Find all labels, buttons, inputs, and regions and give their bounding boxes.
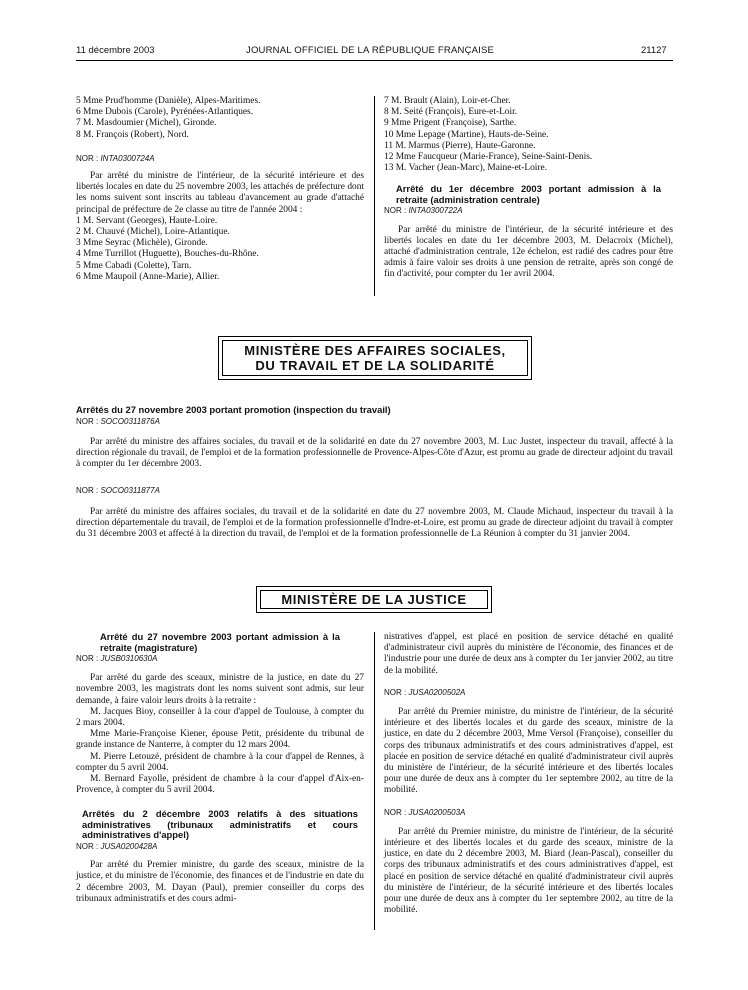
list-item: 1 M. Servant (Georges), Haute-Loire. bbox=[76, 215, 218, 226]
top-left-column bbox=[76, 96, 364, 283]
ministry-heading-box bbox=[256, 586, 492, 613]
nor-reference: NOR : JUSA0200502A bbox=[384, 687, 466, 697]
nor-reference: NOR : INTA0300724A bbox=[76, 153, 155, 163]
justice-left-column bbox=[76, 632, 364, 905]
column-divider-bottom bbox=[374, 632, 375, 930]
travail-section bbox=[76, 405, 673, 540]
list-item: 5 Mme Cabadi (Colette), Tarn. bbox=[76, 260, 192, 271]
list-item: Mme Marie-Françoise Kiener, épouse Petit, présidente du tribunal de grande instance de Nanterre, à compter du 12 mars 2004. bbox=[76, 729, 364, 751]
nor-reference: NOR : SOCO0311876A bbox=[76, 416, 160, 426]
column-divider-top bbox=[374, 96, 375, 296]
list-item: 2 M. Chauvé (Michel), Loire-Atlantique. bbox=[76, 227, 230, 238]
list-item: 7 M. Masdoumier (Michel), Gironde. bbox=[76, 118, 217, 129]
journal-title: JOURNAL OFFICIEL DE LA RÉPUBLIQUE FRANÇAISE bbox=[246, 45, 495, 56]
decree-paragraph: Par arrêté du Premier ministre, du ministre de l'intérieur, de la sécurité intérieure et des libertés locales et du garde des sceaux, ministre de la justice, en date du 2 décembre 2003, Mme Versol (Françoise), conseiller du corps des tribunaux administratifs et des cours administratives d'appel, est placée en position de service détaché en qualité d'administrateur civil auprès du ministère de l'intérieur, de la sécurité intérieure et des libertés locales pour une durée de deux ans à compter du 1er septembre 2002, au titre de la mobilité. bbox=[384, 707, 673, 796]
list-item: 4 Mme Turrillot (Huguette), Bouches-du-Rhône. bbox=[76, 249, 259, 260]
nor-reference: NOR : JUSA0200428A bbox=[76, 841, 158, 851]
nor-reference: NOR : JUSA0200503A bbox=[384, 807, 466, 817]
ministry-name-line1: MINISTÈRE DES AFFAIRES SOCIALES, bbox=[244, 343, 506, 358]
decree-title: Arrêtés du 27 novembre 2003 portant promotion (inspection du travail) bbox=[76, 404, 391, 415]
list-item: 6 Mme Dubois (Carole), Pyrénées-Atlantiques. bbox=[76, 107, 254, 118]
list-item: 5 Mme Prud'homme (Danièle), Alpes-Maritimes. bbox=[76, 96, 261, 106]
list-item: M. Bernard Fayolle, président de chambre à la cour d'appel d'Aix-en-Provence, à compter du 5 avril 2004. bbox=[76, 774, 364, 796]
list-item: 3 Mme Seyrac (Michèle), Gironde. bbox=[76, 238, 208, 249]
ministry-heading-box bbox=[218, 336, 532, 380]
decree-paragraph: Par arrêté du ministre de l'intérieur, de la sécurité intérieure et des libertés locales en date du 1er décembre 2003, M. Delacroix (Michel), attaché d'administration centrale, 12e échelon, est radié des cadres pour être admis à faire valoir ses droits à une pension de retraite, après son congé de fin d'activité, pour compter du 1er avril 2004. bbox=[384, 224, 673, 280]
ministry-name-line2: DU TRAVAIL ET DE LA SOLIDARITÉ bbox=[255, 358, 495, 373]
list-item: 7 M. Brault (Alain), Loir-et-Cher. bbox=[384, 96, 511, 106]
list-item: M. Pierre Letouzé, président de chambre à la cour d'appel de Rennes, à compter du 5 avril 2004. bbox=[76, 751, 364, 773]
header-date: 11 décembre 2003 bbox=[76, 45, 155, 56]
decree-title: Arrêté du 27 novembre 2003 portant admission à la retraite (magistrature) bbox=[100, 631, 340, 653]
justice-right-column bbox=[384, 632, 673, 916]
list-item: 8 M. François (Robert), Nord. bbox=[76, 129, 189, 140]
ministry-name-line1: MINISTÈRE DE LA JUSTICE bbox=[281, 592, 467, 607]
nor-reference: NOR : INTA0300722A bbox=[384, 206, 463, 216]
header-rule bbox=[76, 60, 673, 61]
nor-reference: NOR : SOCO0311877A bbox=[76, 486, 160, 496]
list-item: 9 Mme Prigent (Françoise), Sarthe. bbox=[384, 118, 517, 129]
list-item: 8 M. Seité (François), Eure-et-Loir. bbox=[384, 107, 518, 118]
list-item: 11 M. Marmus (Pierre), Haute-Garonne. bbox=[384, 140, 536, 151]
decree-paragraph: Par arrêté du ministre des affaires sociales, du travail et de la solidarité en date du 27 novembre 2003, M. Luc Justet, inspecteur du travail, affecté à la direction régionale du travail, de l'emploi et de la formation professionnelle de Provence-Alpes-Côte d'Azur, est promu au grade de directeur adjoint du travail à compter du 1er décembre 2003. bbox=[76, 436, 673, 470]
list-item: M. Jacques Bioy, conseiller à la cour d'appel de Toulouse, à compter du 2 mars 2004. bbox=[76, 706, 364, 729]
list-item: 12 Mme Faucqueur (Marie-France), Seine-Saint-Denis. bbox=[384, 152, 593, 163]
page-number: 21127 bbox=[641, 45, 667, 56]
top-right-column bbox=[384, 96, 673, 281]
decree-paragraph: Par arrêté du Premier ministre, du ministre de l'intérieur, de la sécurité intérieure et des libertés locales et du garde des sceaux, ministre de la justice, en date du 2 décembre 2003, M. Biard (Jean-Pascal), conseiller du corps des tribunaux administratifs et des cours administratives d'appel, est placé en position de service détaché en qualité d'administrateur civil auprès du ministère de l'intérieur, de la sécurité intérieure et des libertés locales pour une durée de deux ans à compter du 1er septembre 2002, au titre de la mobilité. bbox=[384, 826, 673, 916]
decree-title: Arrêté du 1er décembre 2003 portant admission à la retraite (administration centrale) bbox=[396, 183, 661, 205]
decree-paragraph: Par arrêté du ministre des affaires sociales, du travail et de la solidarité en date du 27 novembre 2003, M. Claude Michaud, inspecteur du travail à la direction départementale du travail, de l'emploi et de la formation professionnelle d'Indre-et-Loire, est promu au grade de directeur adjoint du travail à compter du 31 décembre 2003 et affecté à la direction du travail, de l'emploi et de la formation professionnelle de La Réunion à compter du 31 janvier 2004. bbox=[76, 506, 673, 539]
list-item: 6 Mme Maupoil (Anne-Marie), Allier. bbox=[76, 271, 220, 282]
decree-paragraph: Par arrêté du ministre de l'intérieur, de la sécurité intérieure et des libertés locales en date du 25 novembre 2003, les attachés de préfecture dont les noms suivent sont inscrits au tableau d'avancement au grade d'attaché principal de préfecture de 2e classe au titre de l'année 2004 : bbox=[76, 171, 364, 215]
list-item: 13 M. Vacher (Jean-Marc), Maine-et-Loire. bbox=[384, 163, 548, 174]
decree-paragraph: Par arrêté du Premier ministre, du garde des sceaux, ministre de la justice, et du ministre de l'économie, des finances et de l'industrie en date du 2 décembre 2003, M. Dayan (Paul), premier conseiller du corps des tribunaux administratifs et des cours admi- bbox=[76, 860, 364, 904]
decree-paragraph: Par arrêté du garde des sceaux, ministre de la justice, en date du 27 novembre 2003, les magistrats dont les noms suivent sont admis, sur leur demande, à faire valoir leurs droits à la retraite : bbox=[76, 673, 364, 706]
decree-paragraph-continued: nistratives d'appel, est placé en position de service détaché en qualité d'administrateur civil auprès du ministère de l'économie, des finances et de l'industrie pour une durée de deux ans à compter du 1er janvier 2002, au titre de la mobilité. bbox=[384, 632, 673, 676]
decree-title: Arrêtés du 2 décembre 2003 relatifs à des situations administratives (tribunaux administratifs et cours administratives d'appel) bbox=[82, 808, 358, 841]
nor-reference: NOR : JUSB0310630A bbox=[76, 654, 158, 663]
list-item: 10 Mme Lepage (Martine), Hauts-de-Seine. bbox=[384, 129, 549, 140]
